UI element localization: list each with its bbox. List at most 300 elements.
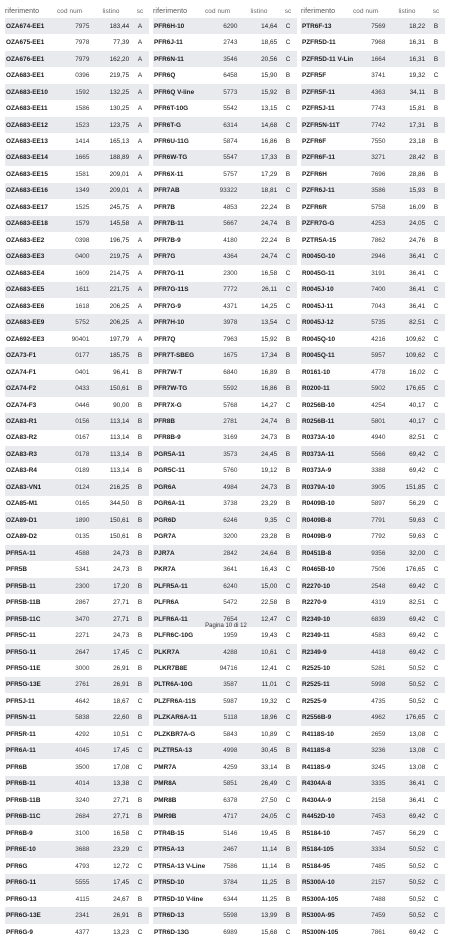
cell-sc: C [285,615,291,623]
cell-cod-num: 3388 [371,467,386,475]
cell-cod-num: 1890 [75,516,90,524]
cell-riferimento: R5184-10 [302,829,331,837]
cell-cod-num: 1675 [223,352,238,360]
cell-listino: 59,63 [409,533,426,541]
cell-sc: C [433,335,439,343]
cell-riferimento: OZA683-EE13 [6,138,48,146]
table-row [5,117,149,133]
cell-riferimento: R0256B-11 [302,417,335,425]
cell-cod-num: 7459 [371,912,386,920]
cell-cod-num: 7485 [371,862,386,870]
cell-sc: B [285,846,291,854]
cell-sc: C [285,796,291,804]
cell-sc: C [285,730,291,738]
table-row [301,133,445,149]
table-row [301,627,445,643]
cell-sc: B [137,796,143,804]
column-header [301,4,445,18]
cell-sc: C [433,549,439,557]
cell-riferimento: PMR8A [154,780,177,788]
table-row [5,298,149,314]
cell-sc: B [137,417,143,425]
cell-listino: 13,08 [409,730,426,738]
table-row [5,496,149,512]
cell-riferimento: PZFR6H [302,170,327,178]
cell-listino: 50,52 [409,665,426,673]
cell-cod-num: 2647 [75,648,90,656]
cell-listino: 23,28 [261,533,278,541]
cell-cod-num: 7861 [371,928,386,936]
table-row [301,743,445,759]
table-row [5,380,149,396]
cell-riferimento: R0045Q-11 [302,352,335,360]
cell-riferimento: PTR6D-13G [154,928,190,936]
table-row [153,117,297,133]
table-row [5,265,149,281]
table-row [301,660,445,676]
cell-sc: C [433,895,439,903]
cell-sc: C [433,582,439,590]
cell-sc: A [137,170,143,178]
cell-listino: 17,29 [261,170,278,178]
cell-riferimento: PFR7G-11 [154,269,185,277]
cell-riferimento: R5300A-95 [302,912,335,920]
cell-cod-num: 1581 [75,170,90,178]
cell-sc: C [433,747,439,755]
table-row [153,232,297,248]
cell-listino: 113,14 [110,467,130,475]
cell-cod-num: 5768 [223,401,238,409]
cell-sc: C [433,417,439,425]
cell-sc: C [433,368,439,376]
cell-listino: 90,00 [113,401,130,409]
cell-cod-num: 7453 [371,813,386,821]
table-row [5,660,149,676]
table-row [301,561,445,577]
cell-sc: B [285,879,291,887]
cell-sc: B [285,450,291,458]
cell-riferimento: PGR6D [154,516,177,524]
cell-sc: C [285,582,291,590]
cell-sc: C [285,302,291,310]
table-row [153,644,297,660]
cell-sc: A [137,72,143,80]
cell-listino: 12,72 [113,862,130,870]
cell-cod-num: 3978 [223,319,238,327]
cell-cod-num: 0401 [75,368,90,376]
cell-cod-num: 5874 [223,138,238,146]
cell-riferimento: PFR5A-11 [6,549,36,557]
cell-cod-num: 7586 [223,862,238,870]
cell-listino: 183,44 [109,22,130,30]
table-row [5,100,149,116]
cell-sc: A [137,22,143,30]
cell-listino: 82,51 [409,599,426,607]
table-row [5,512,149,528]
cell-cod-num: 5547 [223,154,238,162]
table-row [153,874,297,890]
table-row [301,924,445,940]
cell-listino: 16,86 [261,138,278,146]
cell-listino: 18,22 [409,22,426,30]
cell-riferimento: PFR7AB [154,187,180,195]
rows [301,18,445,940]
cell-listino: 145,58 [109,220,130,228]
cell-cod-num: 5758 [371,203,386,211]
table-row [301,331,445,347]
cell-sc: C [433,483,439,491]
cell-cod-num: 6840 [223,368,238,376]
cell-listino: 150,61 [109,533,130,541]
table-row [301,594,445,610]
cell-cod-num: 3784 [223,879,238,887]
cell-riferimento: R4118S-8 [302,747,331,755]
cell-riferimento: PFR6E-10 [6,846,36,854]
table-row [5,578,149,594]
cell-cod-num: 3191 [371,269,386,277]
cell-sc: C [285,401,291,409]
cell-listino: 17,33 [261,154,278,162]
cell-cod-num: 5757 [223,170,238,178]
cell-sc: C [285,681,291,689]
table-row [301,463,445,479]
cell-cod-num: 7979 [75,55,90,63]
cell-cod-num: 1525 [75,203,90,211]
cell-sc: C [433,500,439,508]
cell-cod-num: 6314 [223,121,238,129]
cell-listino: 16,58 [261,269,278,277]
cell-listino: 50,52 [409,681,426,689]
cell-riferimento: PZFR5F [302,72,327,80]
cell-riferimento: PGR6A-11 [154,500,185,508]
cell-listino: 96,41 [113,368,130,376]
cell-sc: B [285,352,291,360]
table-row [301,67,445,83]
cell-riferimento: R0045G-11 [302,269,335,277]
cell-riferimento: PFR7G-11S [154,286,189,294]
cell-riferimento: R5300N-105 [302,928,339,936]
cell-riferimento: PFR5R-11 [6,730,36,738]
cell-cod-num: 1349 [75,187,90,195]
table-row [5,133,149,149]
cell-sc: B [285,203,291,211]
cell-cod-num: 3169 [223,434,238,442]
cell-sc: B [137,632,143,640]
cell-riferimento: R0045G-10 [302,253,336,261]
cell-cod-num: 1609 [75,269,90,277]
cell-riferimento: R4118S-9 [302,763,331,771]
cell-cod-num: 4717 [223,813,238,821]
cell-listino: 22,60 [113,714,130,722]
cell-sc: B [137,599,143,607]
table-row [5,232,149,248]
cell-cod-num: 5555 [75,879,90,887]
cell-cod-num: 1664 [371,55,386,63]
cell-cod-num: 5957 [371,352,386,360]
cell-sc: C [433,352,439,360]
cell-riferimento: PFR6H-10 [154,22,185,30]
cell-sc: B [285,599,291,607]
cell-cod-num: 7696 [371,170,386,178]
table-row [5,891,149,907]
cell-cod-num: 7569 [371,22,386,30]
cell-cod-num: 2867 [75,599,90,607]
cell-listino: 82,51 [409,319,426,327]
table-row [153,825,297,841]
cell-listino: 216,25 [109,483,130,491]
cell-sc: B [285,368,291,376]
cell-riferimento: OZA85-M1 [6,500,38,508]
cell-sc: C [285,780,291,788]
cell-listino: 50,52 [409,846,426,854]
cell-sc: C [433,220,439,228]
cell-listino: 16,86 [261,385,278,393]
table-row [5,199,149,215]
cell-sc: C [433,533,439,541]
table-row [301,380,445,396]
cell-sc: A [137,286,143,294]
table-row [301,100,445,116]
cell-riferimento: PFR6G-13 [6,895,37,903]
cell-riferimento: PZFR6J-11 [302,187,335,195]
cell-listino: 165,13 [109,138,130,146]
cell-riferimento: OZA683-EE11 [6,105,48,113]
cell-listino: 36,41 [409,286,426,294]
cell-listino: 19,32 [409,72,426,80]
cell-sc: C [433,763,439,771]
table-row [301,693,445,709]
price-table [5,4,447,940]
cell-sc: A [137,88,143,96]
cell-listino: 16,02 [409,368,426,376]
cell-sc: B [137,665,143,673]
cell-sc: C [285,121,291,129]
table-row [301,644,445,660]
table-row [5,776,149,792]
cell-riferimento: PFR6Q V-line [154,88,195,96]
cell-cod-num: 4984 [223,483,238,491]
cell-listino: 18,81 [261,187,278,195]
cell-listino: 24,67 [113,895,130,903]
cell-riferimento: PLKR7A [154,648,180,656]
cell-cod-num: 4014 [75,780,90,788]
cell-riferimento: R0373A-11 [302,450,335,458]
cell-sc: C [285,22,291,30]
cell-cod-num: 4253 [371,220,386,228]
cell-riferimento: PFR6B-11C [6,813,41,821]
cell-cod-num: 0189 [75,467,90,475]
cell-sc: C [433,730,439,738]
cell-sc: B [137,516,143,524]
table-row [301,166,445,182]
cell-cod-num: 3573 [223,450,238,458]
cell-listino: 13,38 [113,780,130,788]
cell-cod-num: 1414 [75,138,90,146]
cell-cod-num: 3586 [371,187,386,195]
table-row [301,907,445,923]
cell-riferimento: OZA683-EE1 [6,72,45,80]
cell-riferimento: PFR6B-11 [6,780,36,788]
cell-sc: B [285,862,291,870]
table-row [153,858,297,874]
cell-cod-num: 5472 [223,599,238,607]
table-row [153,347,297,363]
cell-cod-num: 2300 [75,582,90,590]
cell-listino: 109,62 [405,335,426,343]
cell-sc: A [137,269,143,277]
table-row [301,364,445,380]
cell-riferimento: PZFR5D-11 V-Lin [302,55,354,63]
table-row [153,561,297,577]
cell-sc: B [137,352,143,360]
cell-sc: C [285,665,291,673]
cell-listino: 13,08 [409,763,426,771]
table-row [5,282,149,298]
cell-sc: C [285,697,291,705]
cell-riferimento: OZA683-EE15 [6,170,48,178]
cell-listino: 13,23 [113,928,130,936]
cell-riferimento: R2525-9 [302,697,327,705]
cell-sc: B [285,467,291,475]
cell-listino: 12,41 [261,665,278,673]
table-row [5,183,149,199]
cell-listino: 188,89 [109,154,130,162]
table-row [5,67,149,83]
cell-cod-num: 0178 [75,450,90,458]
cell-riferimento: OZA89-D2 [6,533,37,541]
header-cod-num: cod num [57,7,83,15]
cell-riferimento: PFR5N-11 [6,714,36,722]
table-row [153,776,297,792]
cell-sc: C [433,697,439,705]
cell-sc: A [137,55,143,63]
cell-cod-num: 3335 [371,780,386,788]
cell-listino: 16,31 [409,55,426,63]
cell-sc: C [285,39,291,47]
table-row [301,792,445,808]
cell-listino: 176,65 [405,566,426,574]
table-column [153,4,297,940]
cell-cod-num: 93322 [219,187,238,195]
cell-cod-num: 2761 [75,681,90,689]
cell-listino: 151,85 [405,483,426,491]
cell-listino: 26,11 [261,286,278,294]
cell-cod-num: 4588 [75,549,90,557]
cell-sc: C [137,829,143,837]
cell-listino: 24,74 [261,417,278,425]
cell-listino: 15,81 [409,105,426,113]
cell-riferimento: OZA83-R2 [6,434,37,442]
cell-listino: 50,52 [409,697,426,705]
cell-listino: 50,52 [409,912,426,920]
cell-sc: C [285,187,291,195]
cell-listino: 24,76 [409,236,426,244]
cell-listino: 50,52 [409,895,426,903]
cell-riferimento: R0373A-10 [302,434,335,442]
cell-listino: 13,08 [409,747,426,755]
cell-cod-num: 4778 [371,368,386,376]
cell-listino: 214,75 [109,269,130,277]
cell-listino: 34,11 [409,88,426,96]
cell-listino: 22,24 [261,236,278,244]
cell-riferimento: OZA692-EE3 [6,335,45,343]
cell-riferimento: OZA89-D1 [6,516,37,524]
table-row [153,183,297,199]
cell-cod-num: 7963 [223,335,238,343]
cell-listino: 36,41 [409,253,426,261]
cell-cod-num: 4319 [371,599,386,607]
cell-cod-num: 2842 [223,549,238,557]
cell-listino: 33,14 [261,763,278,771]
cell-riferimento: PJR7A [154,549,175,557]
cell-sc: C [433,813,439,821]
cell-cod-num: 2659 [371,730,386,738]
cell-listino: 24,64 [261,549,278,557]
cell-sc: C [433,253,439,261]
cell-sc: B [285,533,291,541]
cell-riferimento: PLFR6C-10G [154,632,194,640]
cell-sc: C [433,928,439,936]
cell-sc: C [433,72,439,80]
cell-cod-num: 7968 [371,39,386,47]
cell-sc: C [433,879,439,887]
table-row [5,710,149,726]
cell-sc: C [433,319,439,327]
cell-cod-num: 5667 [223,220,238,228]
cell-listino: 69,42 [409,813,426,821]
cell-listino: 26,91 [113,681,130,689]
cell-sc: B [285,220,291,228]
cell-sc: B [285,88,291,96]
cell-cod-num: 4940 [371,434,386,442]
table-row [153,809,297,825]
cell-listino: 10,61 [261,648,278,656]
table-row [301,265,445,281]
cell-listino: 40,17 [409,401,426,409]
cell-listino: 17,45 [113,879,130,887]
cell-riferimento: PFR7B-9 [154,236,181,244]
cell-sc: C [137,879,143,887]
cell-cod-num: 7791 [371,516,386,524]
cell-sc: C [433,599,439,607]
cell-riferimento: PGR5C-11 [154,467,185,475]
table-row [5,18,149,34]
cell-riferimento: PGR5A-11 [154,450,185,458]
cell-listino: 18,65 [261,39,278,47]
table-row [301,183,445,199]
cell-listino: 344,50 [109,500,130,508]
table-row [5,529,149,545]
cell-riferimento: PFR7Q [154,335,176,343]
cell-cod-num: 2684 [75,813,90,821]
cell-cod-num: 5752 [75,319,90,327]
cell-sc: C [137,697,143,705]
cell-cod-num: 1579 [75,220,90,228]
cell-cod-num: 4180 [223,236,238,244]
cell-sc: B [137,912,143,920]
table-row [153,265,297,281]
table-row [5,743,149,759]
cell-sc: B [137,681,143,689]
cell-cod-num: 4115 [75,895,90,903]
cell-listino: 17,31 [409,121,426,129]
cell-listino: 27,71 [113,813,130,821]
cell-cod-num: 3100 [75,829,90,837]
cell-sc: C [433,286,439,294]
table-row [153,51,297,67]
table-row [153,463,297,479]
cell-listino: 185,75 [109,352,130,360]
